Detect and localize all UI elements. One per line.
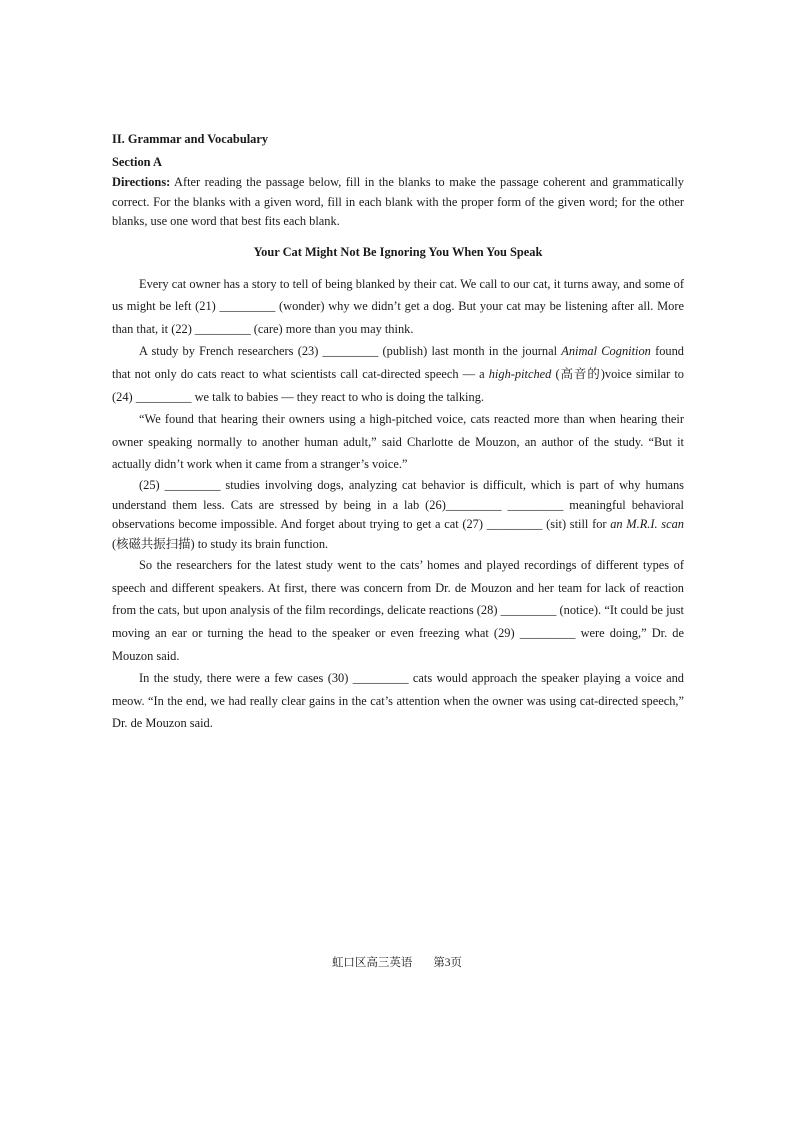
journal-name: Animal Cognition [561,344,651,359]
paragraph-2-text-c: (高音的)voice similar to (24) _________ we talk to babies — they react to who is doing the talking. [112,366,685,404]
paragraph-4 [112,476,684,554]
passage-title: Your Cat Might Not Be Ignoring You When You Speak [253,244,543,259]
term-high-pitched: high-pitched [488,366,552,381]
part-title: II. Grammar and Vocabulary [112,132,269,146]
footer-page-number: 第3页 [433,957,463,969]
directions-text: After reading the passage below, fill in the blanks to make the passage coherent and grammatically correct. For the blanks with a given word, fill in each blank with the proper form of the given word; for the other blanks, use one word that best fits each blank. [112,175,684,229]
paragraph-4-text-a: (25) _________ studies involving dogs, analyzing cat behavior is difficult, which is part of why humans understand them less. Cats are stressed by being in a lab (26)_________ _________ meaningful behavioral observations become impossible. And forget about trying to get a cat (27) _________ (sit) still for [112,477,684,532]
paragraph-2-text-b: found that not only do cats react to what scientists call cat-directed speech — a [112,344,684,381]
paragraph-6: In the study, there were a few cases (30) _________ cats would approach the speaker playing a voice and meow. “In the end, we had really clear gains in the cat’s attention when the owner was using cat-directed speech,” Dr. de Mouzon said. [112,671,684,731]
exam-content [112,128,684,735]
paragraph-5: So the researchers for the latest study went to the cats’ homes and played recordings of different types of speech and different speakers. At first, there was concern from Dr. de Mouzon and her team for lack of reaction from the cats, but upon analysis of the film recordings, delicate reactions (28) _________ (notice). “It could be just moving an ear or turning the head to the speaker or even freezing what (29) _________ were doing,” Dr. de Mouzon said. [112,558,684,663]
directions-label: Directions: [112,175,171,190]
paragraph-2-text-a: A study by French researchers (23) _________ (publish) last month in the journal [139,344,562,359]
paragraph-3: “We found that hearing their owners using a high-pitched voice, cats reacted more than when hearing their owner speaking normally to another human adult,” said Charlotte de Mouzon, an author of the study. “But it actually didn’t work when it came from a stranger’s voice.” [112,412,684,472]
term-mri-scan: an M.R.I. scan [610,517,684,532]
paragraph-2 [112,340,684,408]
section-label: Section A [112,154,162,169]
directions [112,173,684,232]
paragraph-4-text-b: (核磁共振扫描) to study its brain function. [112,536,329,551]
page-footer [0,954,794,972]
paragraph-1: Every cat owner has a story to tell of being blanked by their cat. We call to our cat, it turns away, and some of us might be left (21) _________ (wonder) why we didn’t get a dog. But your cat may be listening after all. More than that, it (22) _________ (care) more than you may think. [112,276,684,336]
footer-school: 虹口区高三英语 [331,957,413,969]
